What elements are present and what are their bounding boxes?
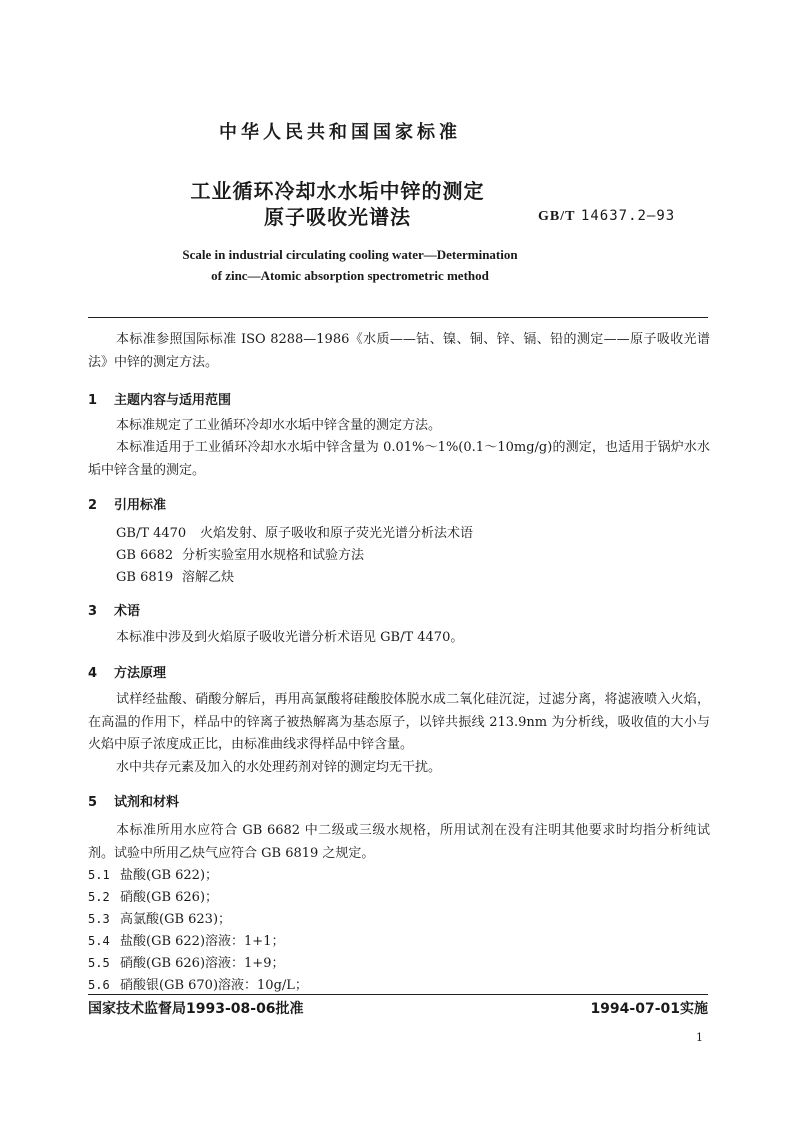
section-2-heading	[88, 494, 166, 513]
reference-name: 分析实验室用水规格和试验方法	[182, 548, 365, 563]
reagent-text: 硝酸(GB 626)溶液：1+9；	[120, 956, 285, 971]
section-title: 方法原理	[114, 666, 167, 681]
section-title: 试剂和材料	[114, 795, 180, 810]
approval-note: 国家技术监督局1993-08-06批准	[88, 1001, 304, 1017]
reagent-number: 5.1	[88, 868, 110, 882]
section-number: 1	[88, 393, 98, 408]
intro-paragraph: 本标准参照国际标准 ISO 8288—1986《水质——钴、镍、铜、锌、镉、铅的测定——原子吸收光谱法》中锌的测定方法。	[88, 332, 710, 370]
standard-code: 14637.2—93	[580, 208, 676, 224]
section-4-paragraph-1: 试样经盐酸、硝酸分解后，再用高氯酸将硅酸胶体脱水成二氧化硅沉淀，过滤分离，将滤液喷入火焰，在高温的作用下，样品中的锌离子被热解离为基态原子，以锌共振线 213.9nm 为分析线，吸收值的大小与火焰中原子浓度成正比，由标准曲线求得样品中锌含量。	[88, 692, 710, 752]
reagent-text: 硝酸银(GB 670)溶液：10g/L；	[120, 978, 308, 993]
english-title-line1: Scale in industrial circulating cooling water—Determination	[182, 247, 518, 262]
reference-name: 火焰发射、原子吸收和原子荧光光谱分析法术语	[200, 526, 474, 541]
reagent-number: 5.2	[88, 890, 110, 904]
reference-code: GB 6819	[116, 570, 174, 585]
section-3-heading	[88, 600, 140, 619]
section-5-heading	[88, 791, 179, 810]
section-1-heading	[88, 389, 231, 408]
section-title: 主题内容与适用范围	[114, 393, 232, 408]
reagent-number: 5.4	[88, 934, 110, 948]
section-title: 引用标准	[114, 498, 167, 513]
section-4-paragraph-2: 水中共存元素及加入的水处理药剂对锌的测定均无干扰。	[116, 760, 442, 775]
implementation-date: 1994-07-01实施	[590, 1001, 708, 1017]
section-3-paragraph: 本标准中涉及到火焰原子吸收光谱分析术语见 GB/T 4470。	[116, 630, 464, 645]
reference-item	[116, 523, 473, 545]
header-divider	[88, 317, 708, 318]
reagent-text: 高氯酸(GB 623)；	[120, 912, 232, 927]
reagent-item	[88, 930, 284, 953]
section-4-heading	[88, 662, 166, 681]
reagent-number: 5.6	[88, 978, 110, 992]
section-5-paragraph: 本标准所用水应符合 GB 6682 中二级或三级水规格，所用试剂在没有注明其他要求时均指分析纯试剂。试验中所用乙炔气应符合 GB 6819 之规定。	[88, 823, 710, 861]
standard-prefix: GB/T	[538, 209, 576, 224]
reagent-number: 5.5	[88, 956, 110, 970]
page-number: 1	[696, 1031, 703, 1044]
reference-item	[116, 545, 364, 567]
footer-divider	[88, 994, 708, 995]
section-number: 5	[88, 795, 98, 810]
national-standard-heading: 中华人民共和国国家标准	[219, 122, 461, 143]
reagent-text: 硝酸(GB 626)；	[120, 890, 219, 905]
section-1-paragraph-2: 本标准适用于工业循环冷却水水垢中锌含量为 0.01%～1%(0.1～10mg/g)的测定，也适用于锅炉水水垢中锌含量的测定。	[88, 440, 710, 478]
section-1-paragraph-1: 本标准规定了工业循环冷却水水垢中锌含量的测定方法。	[116, 418, 442, 433]
section-title: 术语	[114, 604, 141, 619]
reagent-item	[88, 952, 284, 975]
reagent-item	[88, 886, 218, 909]
english-title-line2: of zinc—Atomic absorption spectrometric method	[211, 268, 489, 283]
standard-number	[538, 208, 675, 225]
document-title-line1: 工业循环冷却水水垢中锌的测定	[190, 179, 485, 203]
reference-code: GB 6682	[116, 548, 174, 563]
reference-item	[116, 567, 234, 589]
reagent-number: 5.3	[88, 912, 110, 926]
section-number: 4	[88, 666, 98, 681]
section-number: 3	[88, 604, 98, 619]
reagent-item	[88, 864, 218, 887]
document-title-line2: 原子吸收光谱法	[264, 205, 411, 229]
reagent-text: 盐酸(GB 622)溶液：1+1；	[120, 934, 285, 949]
reference-code: GB/T 4470	[116, 526, 187, 541]
section-number: 2	[88, 498, 98, 513]
reference-name: 溶解乙炔	[182, 570, 235, 585]
reagent-text: 盐酸(GB 622)；	[120, 868, 219, 883]
reagent-item	[88, 908, 231, 931]
